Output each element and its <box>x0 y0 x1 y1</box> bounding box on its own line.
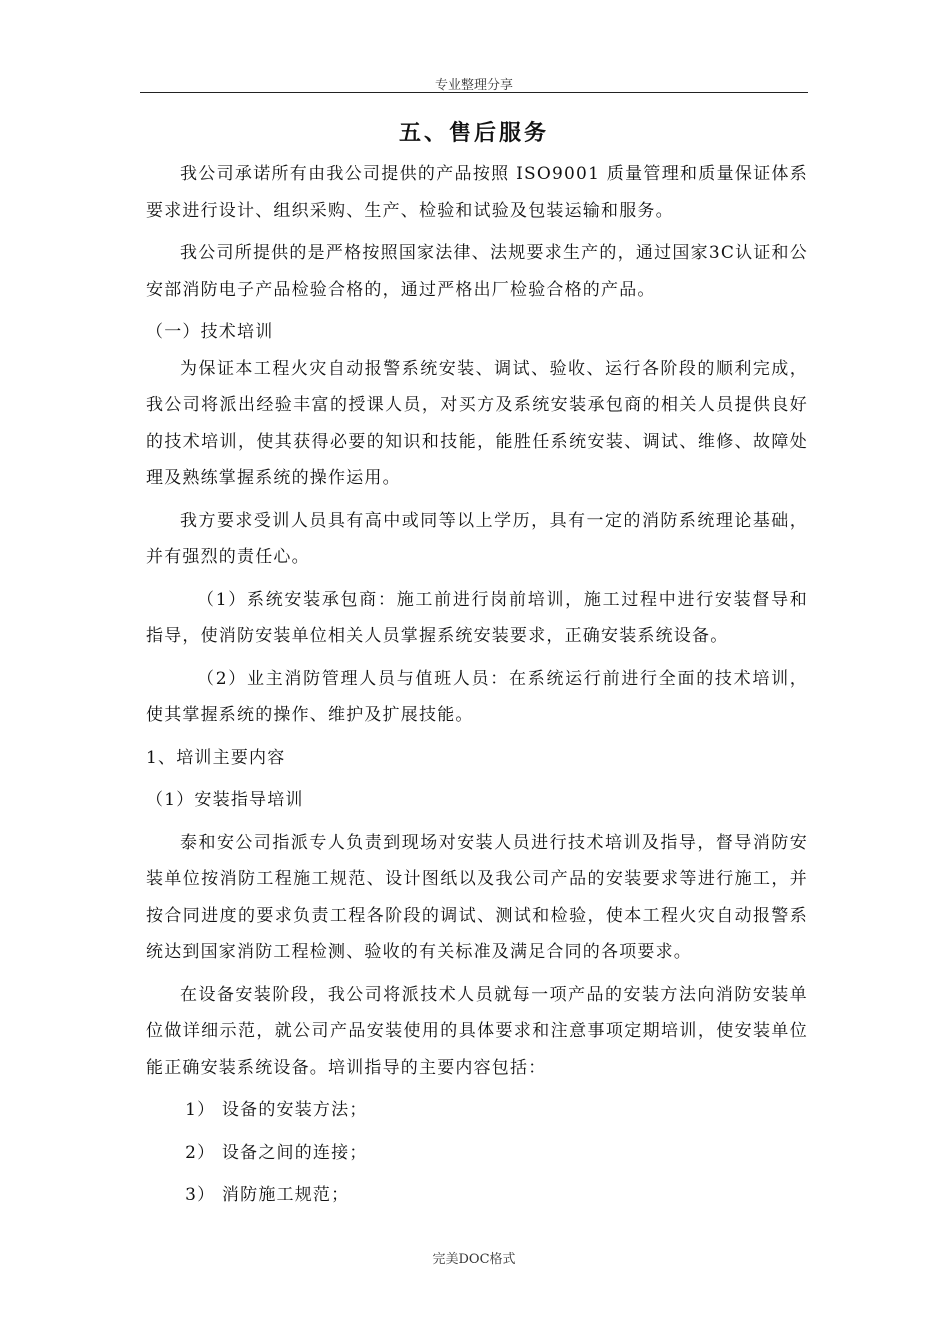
paragraph-quality-commitment: 我公司承诺所有由我公司提供的产品按照 ISO9001 质量管理和质量保证体系要求进行设计、组织采购、生产、检验和试验及包装运输和服务。 <box>146 164 808 221</box>
page-header: 专业整理分享 <box>434 78 513 93</box>
document-body <box>146 156 808 1214</box>
paragraph-contractor-training: （1）系统安装承包商：施工前进行岗前培训，施工过程中进行安装督导和指导，使消防安装单位相关人员掌握系统安装要求，正确安装系统设备。 <box>146 589 808 646</box>
paragraph-trainee-requirements: 我方要求受训人员具有高中或同等以上学历，具有一定的消防系统理论基础，并有强烈的责任心。 <box>146 510 808 567</box>
list-item: 3） 消防施工规范； <box>185 1185 350 1205</box>
paragraph-owner-training: （2）业主消防管理人员与值班人员：在系统运行前进行全面的技术培训，使其掌握系统的操作、维护及扩展技能。 <box>146 668 808 725</box>
heading-training-content: 1、培训主要内容 <box>146 747 286 768</box>
heading-technical-training: （一）技术培训 <box>146 322 274 342</box>
section-title: 五、售后服务 <box>398 120 549 146</box>
paragraph-training-purpose: 为保证本工程火灾自动报警系统安装、调试、验收、运行各阶段的顺利完成，我公司将派出经验丰富的授课人员，对买方及系统安装承包商的相关人员提供良好的技术培训，使其获得必要的知识和技能，能胜任系统安装、调试、维修、故障处理及熟练掌握系统的操作运用。 <box>146 358 808 488</box>
header-rule <box>140 92 808 93</box>
page-footer: 完美DOC格式 <box>432 1252 516 1267</box>
paragraph-onsite-guidance: 泰和安公司指派专人负责到现场对安装人员进行技术培训及指导，督导消防安装单位按消防工程施工规范、设计图纸以及我公司产品的安装要求等进行施工，并按合同进度的要求负责工程各阶段的调试、测试和检验，使本工程火灾自动报警系统达到国家消防工程检测、验收的有关标准及满足合同的各项要求。 <box>146 832 808 962</box>
heading-installation-guidance: （1）安装指导培训 <box>146 790 304 810</box>
list-item: 2） 设备之间的连接； <box>185 1142 368 1163</box>
paragraph-certification: 我公司所提供的是严格按照国家法律、法规要求生产的，通过国家3C认证和公安部消防电子产品检验合格的，通过严格出厂检验合格的产品。 <box>146 243 808 300</box>
list-item: 1） 设备的安装方法； <box>185 1100 368 1120</box>
paragraph-installation-stage: 在设备安装阶段，我公司将派技术人员就每一项产品的安装方法向消防安装单位做详细示范，就公司产品安装使用的具体要求和注意事项定期培训，使安装单位能正确安装系统设备。培训指导的主要内容包括： <box>146 984 808 1078</box>
